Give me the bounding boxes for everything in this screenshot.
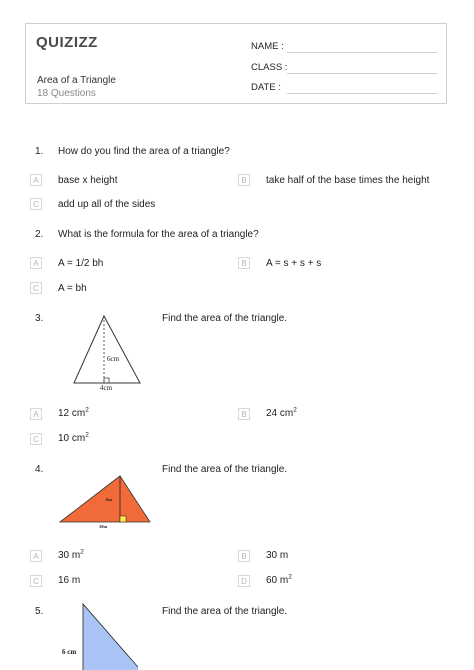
option-box-b[interactable]: B: [238, 550, 250, 562]
class-field[interactable]: [287, 73, 437, 74]
name-field[interactable]: [287, 52, 437, 53]
triangle-figure: [56, 474, 156, 532]
question-3-text: Find the area of the triangle.: [162, 313, 288, 324]
option-value: 60 m: [266, 575, 289, 586]
option-box-b[interactable]: B: [238, 257, 250, 269]
option-text: 16 m: [58, 575, 81, 586]
option-box-a[interactable]: A: [30, 550, 42, 562]
option-box-b[interactable]: B: [238, 408, 250, 420]
question-count: 18 Questions: [37, 88, 96, 99]
question-2-number: 2.: [35, 229, 44, 240]
option-text: [266, 408, 297, 419]
option-box-a[interactable]: A: [30, 257, 42, 269]
triangle-figure: [66, 312, 146, 392]
exponent: 2: [80, 548, 84, 556]
option-value: 30 m: [58, 550, 81, 561]
exponent: 2: [288, 573, 292, 581]
option-text: A = 1/2 bh: [58, 258, 104, 269]
triangle-figure: [58, 600, 138, 670]
worksheet-header: [25, 23, 447, 104]
option-text: base x height: [58, 175, 118, 186]
option-text: [58, 408, 89, 419]
height-label: 6m: [106, 497, 112, 502]
height-label: 6cm: [107, 355, 120, 363]
exponent: 2: [85, 431, 89, 439]
option-box-c[interactable]: C: [30, 198, 42, 210]
option-text: add up all of the sides: [58, 199, 156, 210]
option-value: 12 cm: [58, 408, 86, 419]
question-4-number: 4.: [35, 464, 44, 475]
question-5-text: Find the area of the triangle.: [162, 606, 288, 617]
option-box-c[interactable]: C: [30, 575, 42, 587]
right-angle-mark: [120, 516, 126, 522]
quizizz-logo: QUIZIZZ: [36, 34, 98, 51]
question-1-text: How do you find the area of a triangle?: [58, 146, 230, 157]
question-3-number: 3.: [35, 313, 44, 324]
question-1-number: 1.: [35, 146, 44, 157]
question-4-text: Find the area of the triangle.: [162, 464, 288, 475]
option-value: 10 cm: [58, 433, 86, 444]
triangle-shape: [83, 604, 138, 670]
option-box-a[interactable]: A: [30, 408, 42, 420]
worksheet-title: Area of a Triangle: [37, 75, 116, 86]
class-label: CLASS :: [251, 62, 288, 73]
side-label: 6 cm: [62, 648, 77, 656]
base-label: 4cm: [100, 384, 113, 392]
name-label: NAME :: [251, 41, 284, 52]
option-box-b[interactable]: B: [238, 174, 250, 186]
option-text: 30 m: [266, 550, 289, 561]
option-text: take half of the base times the height: [266, 175, 430, 186]
option-text: [58, 433, 89, 444]
option-value: 24 cm: [266, 408, 294, 419]
exponent: 2: [293, 406, 297, 414]
triangle-shape: [60, 476, 150, 522]
option-box-a[interactable]: A: [30, 174, 42, 186]
date-label: DATE :: [251, 82, 281, 93]
triangle-shape: [74, 316, 140, 383]
option-text: [266, 575, 292, 586]
option-box-d[interactable]: D: [238, 575, 250, 587]
option-text: [58, 550, 84, 561]
option-text: A = s + s + s: [266, 258, 322, 269]
option-box-c[interactable]: C: [30, 282, 42, 294]
question-5-number: 5.: [35, 606, 44, 617]
option-box-c[interactable]: C: [30, 433, 42, 445]
question-2-text: What is the formula for the area of a triangle?: [58, 229, 259, 240]
base-label: 10m: [99, 524, 108, 529]
option-text: A = bh: [58, 283, 87, 294]
date-field[interactable]: [287, 93, 437, 94]
exponent: 2: [85, 406, 89, 414]
